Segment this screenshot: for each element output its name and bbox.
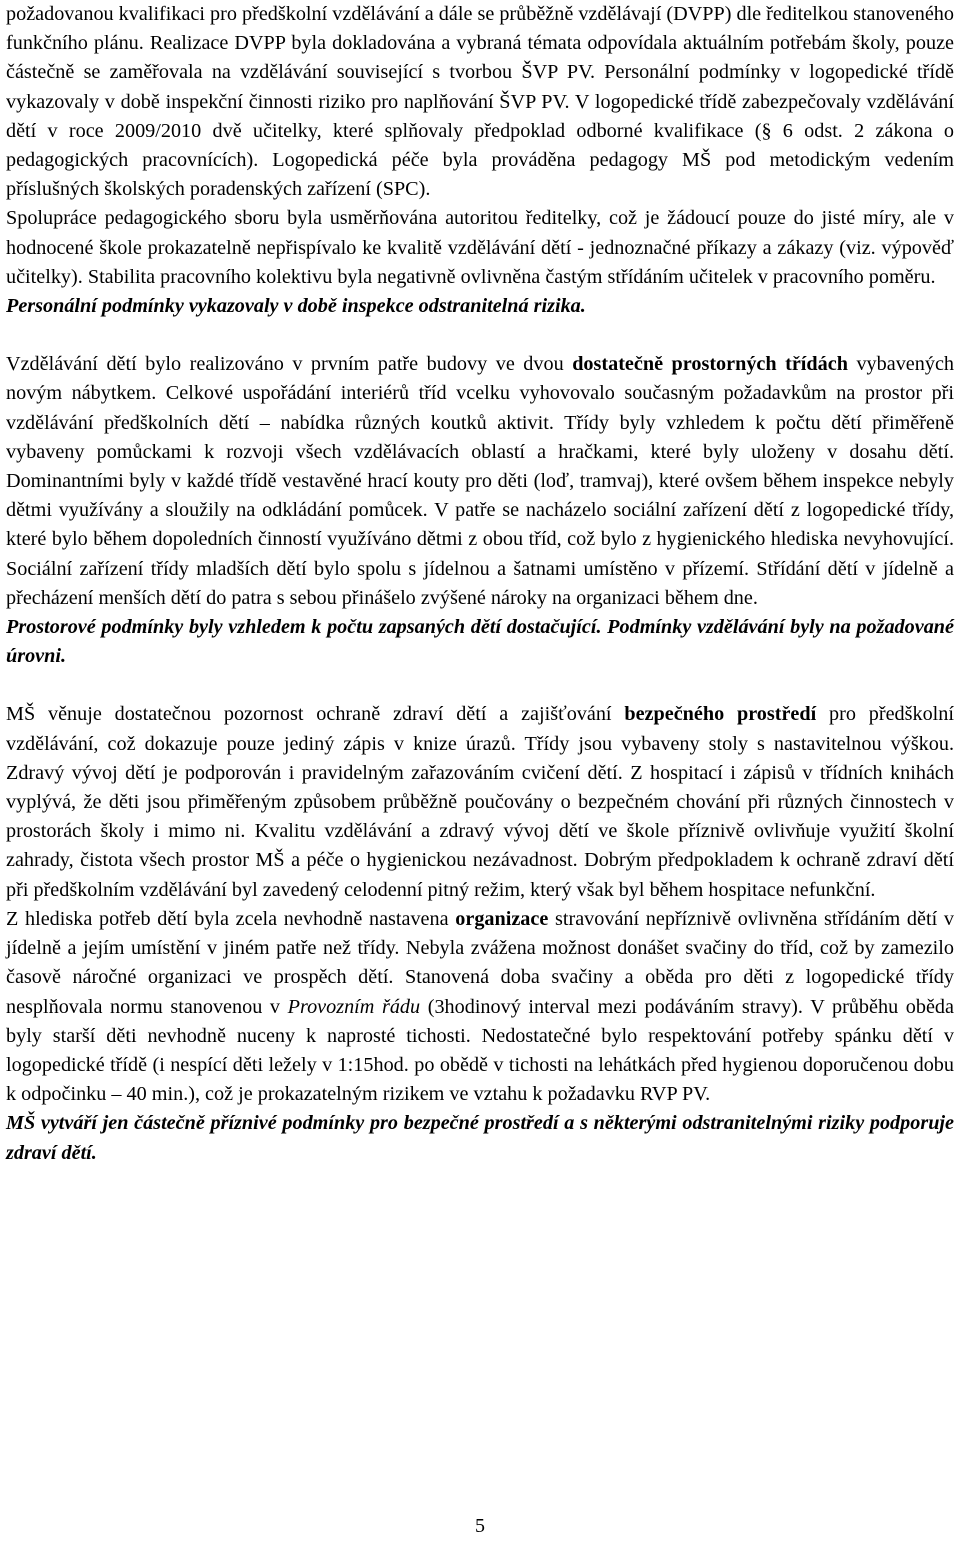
paragraph-premises [6,350,954,613]
paragraph-staff-cooperation: Spolupráce pedagogického sboru byla usměrňována autoritou ředitelky, což je žádoucí pouze do jisté míry, ale v hodnocené škole prokazatelně nepřispívalo ke kvalitě vzdělávání dětí - jednoznačné příkazy a zákazy (viz. výpověď učitelky). Stabilita pracovního kolektivu byla negativně ovlivněna častým střídáním učitelek v pracovního poměru. [6,207,954,288]
safety-text-1: MŠ věnuje dostatečnou pozornost ochraně zdraví dětí a zajišťování [6,703,625,726]
paragraph-staff-qualification: požadovanou kvalifikaci pro předškolní vzdělávání a dále se průběžně vzdělávají (DVPP) dle ředitelkou stanoveného funkčního plánu. Realizace DVPP byla dokladována a vybraná témata odpovídala aktuálním potřebám školy, pouze částečně se zaměřovala na vzdělávání související s tvorbou ŠVP PV. Personální podmínky v logopedické třídě vykazovaly v době inspekční činnosti riziko pro naplňování ŠVP PV. V logopedické třídě zabezpečovaly vzdělávání dětí v roce 2009/2010 dvě učitelky, které splňovaly předpoklad odborné kvalifikace (§ 6 odst. 2 zákona o pedagogických pracovnících). Logopedická péče byla prováděna pedagogy MŠ pod metodickým vedením příslušných školských poradenských zařízení (SPC). [6,3,954,201]
paragraph-organization [6,905,954,1109]
premises-bold-classrooms: dostatečně prostorných třídách [572,353,848,376]
conclusion-safety: MŠ vytváří jen částečně příznivé podmínky pro bezpečné prostředí a s některými odstranitelnými riziky podporuje zdraví dětí. [6,1112,954,1164]
safety-text-2: pro předškolní vzdělávání, což dokazuje pouze jediný zápis v knize úrazů. Třídy jsou vybaveny stoly s nastavitelnou výškou. Zdravý vývoj dětí je podporován i pravidelným zařazováním cvičení dětí. Z hospitací i zápisů v třídních knihách vyplývá, že děti jsou přiměřeným způsobem průběžně poučovány o bezpečném chování při různých činnostech v prostorách školy i mimo ni. Kvalitu vzdělávání a zdravý vývoj dětí ve škole příznivě ovlivňuje využití školní zahrady, čistota všech prostor MŠ a péče o hygienickou nezávadnost. Dobrým předpokladem k ochraně zdraví dětí při předškolním vzdělávání byl zavedený celodenní pitný režim, který však byl během hospitace nefunkční. [6,703,954,901]
organization-text-3: (3hodinový interval mezi podáváním stravy). V průběhu oběda byly starší děti nevhodně nuceny k naprosté tichosti. Nedostatečné bylo respektování potřeby spánku dětí v logopedické třídě (i nespící děti ležely v 1:15hod. po obědě v tichosti na lehátkách před hygienou doporučenou dobu k odpočinku – 40 min.), což je prokazatelným rizikem ve vztahu k požadavku RVP PV. [6,995,954,1106]
organization-italic-regulation: Provozním řádu [287,995,421,1018]
conclusion-staffing: Personální podmínky vykazovaly v době inspekce odstranitelná rizika. [6,295,586,318]
page-number: 5 [475,1515,485,1537]
safety-bold-environment: bezpečného prostředí [624,703,817,726]
organization-text-2: stravování nepříznivě ovlivněna střídáním dětí v jídelně a jejím umístění v jiném patře než třídy. Nebyla zvážena možnost donášet svačiny do tříd, což by zamezilo časově náročné organizaci ve prospěch dětí. Stanovená doba svačiny a oběda pro děti z logopedické třídy nesplňovala normu stanovenou v [6,907,954,1018]
paragraph-gap [6,321,954,350]
organization-bold-term: organizace [455,907,549,930]
conclusion-premises: Prostorové podmínky byly vzhledem k počtu zapsaných dětí dostačující. Podmínky vzdělávání byly na požadované úrovni. [6,616,954,668]
paragraph-safety [6,700,954,904]
premises-text-2: vybavených novým nábytkem. Celkové uspořádání interiérů tříd vcelku vyhovovalo současným požadavkům na prostor při vzdělávání předškolních dětí – nabídka různých koutků aktivit. Třídy byly vzhledem k počtu dětí přiměřeně vybaveny pomůckami k rozvoji všech vzdělávacích oblastí a hračkami, které byly uloženy v dosahu dětí. Dominantními byly v každé třídě vestavěné hrací kouty pro děti (loď, tramvaj), které ovšem během inspekce nebyly dětmi využívány a sloužily na odkládání pomůcek. V patře se nacházelo sociální zařízení dětí z logopedické třídy, které bylo během dopoledních činností využíváno dětmi z obou tříd, což bylo z hygienického hlediska nevyhovující. Sociální zařízení třídy mladších dětí bylo spolu s jídelnou a šatnami umístěno v přízemí. Střídání dětí v jídelně a přecházení menších dětí do patra s sebou přinášelo zvýšené nároky na organizaci během dne. [6,353,954,609]
premises-text-1: Vzdělávání dětí bylo realizováno v prvním patře budovy ve dvou [6,353,573,376]
paragraph-gap [6,671,954,700]
organization-text-1: Z hlediska potřeb dětí byla zcela nevhodně nastavena [6,907,456,930]
